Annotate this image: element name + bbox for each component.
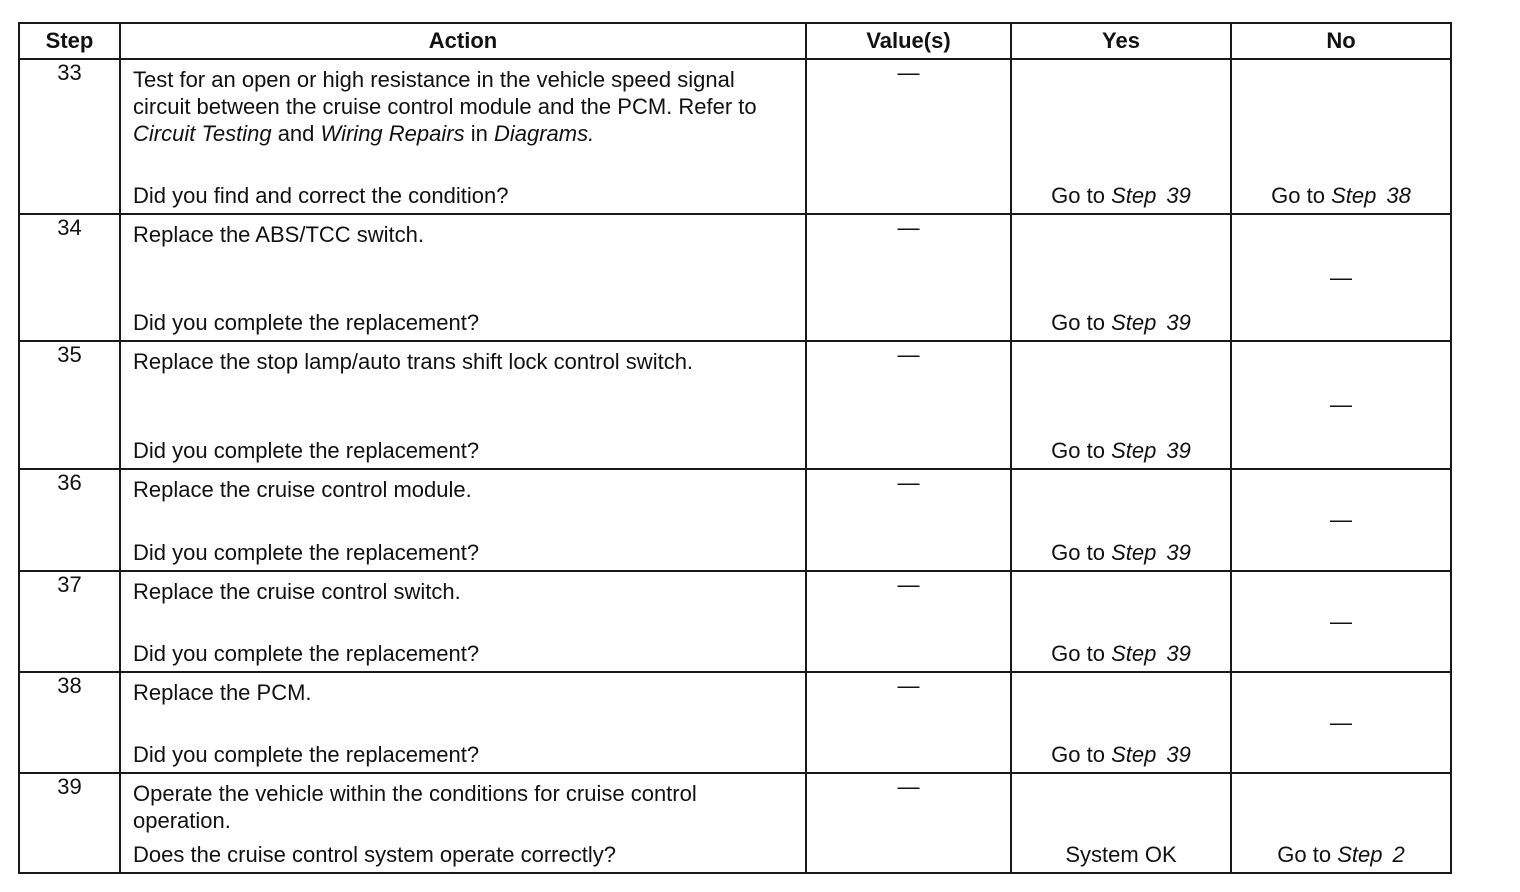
- table-row: [19, 672, 1451, 773]
- yes-step-word: Step: [1111, 183, 1157, 208]
- yes-cell: [1011, 672, 1231, 773]
- yes-goto: [1012, 641, 1230, 667]
- action-cell: [120, 672, 806, 773]
- value-cell: —: [806, 773, 1011, 873]
- step-number: 34: [19, 214, 120, 341]
- value-cell: —: [806, 341, 1011, 469]
- action-cell: [120, 214, 806, 341]
- no-dash: —: [1330, 608, 1352, 634]
- instruction-text: Replace the cruise control module.: [133, 477, 472, 502]
- header-values: Value(s): [806, 23, 1011, 59]
- header-no: No: [1231, 23, 1451, 59]
- yes-step-num: 39: [1166, 742, 1191, 767]
- yes-cell: [1011, 469, 1231, 571]
- action-question: Did you complete the replacement?: [133, 310, 480, 335]
- action-question: Does the cruise control system operate correctly?: [133, 842, 616, 867]
- yes-goto: [1012, 438, 1230, 464]
- yes-step-word: Step: [1111, 310, 1157, 335]
- instruction-text: Replace the stop lamp/auto trans shift lock control switch.: [133, 349, 694, 374]
- yes-prefix: Go to: [1051, 438, 1105, 463]
- action-instruction: [121, 572, 805, 605]
- instruction-text: Test for an open or high resistance in the vehicle speed signal circuit between the cruise control module and the PCM. Refer to: [133, 67, 757, 119]
- action-question: Did you find and correct the condition?: [133, 183, 509, 208]
- action-instruction: [121, 60, 805, 147]
- yes-cell: [1011, 214, 1231, 341]
- no-goto: [1232, 842, 1450, 868]
- yes-prefix: Go to: [1051, 742, 1105, 767]
- value-cell: —: [806, 571, 1011, 672]
- instruction-text: Replace the cruise control switch.: [133, 579, 461, 604]
- yes-step-num: 39: [1166, 310, 1191, 335]
- reference-text: Circuit Testing: [133, 121, 272, 146]
- action-instruction: [121, 673, 805, 706]
- no-step-num: 2: [1392, 842, 1405, 867]
- instruction-text: Replace the PCM.: [133, 680, 312, 705]
- no-step-num: 38: [1386, 183, 1411, 208]
- value-cell: —: [806, 214, 1011, 341]
- table-row: [19, 341, 1451, 469]
- table-row: [19, 571, 1451, 672]
- no-cell: [1231, 571, 1451, 672]
- table-row: [19, 469, 1451, 571]
- yes-cell: [1011, 773, 1231, 873]
- no-step-word: Step: [1337, 842, 1383, 867]
- table-row: [19, 773, 1451, 873]
- no-cell: [1231, 59, 1451, 214]
- no-cell: [1231, 214, 1451, 341]
- value-cell: —: [806, 672, 1011, 773]
- no-dash: —: [1330, 392, 1352, 417]
- action-instruction: [121, 470, 805, 503]
- step-number: 39: [19, 773, 120, 873]
- step-number: 38: [19, 672, 120, 773]
- yes-goto: [1012, 540, 1230, 566]
- table-body: [19, 59, 1451, 873]
- action-cell: [120, 469, 806, 571]
- yes-step-num: 39: [1166, 438, 1191, 463]
- yes-step-num: 39: [1166, 641, 1191, 666]
- yes-prefix: Go to: [1051, 641, 1105, 666]
- header-row: [19, 23, 1451, 59]
- header-action: Action: [120, 23, 806, 59]
- table-row: [19, 214, 1451, 341]
- yes-step-word: Step: [1111, 438, 1157, 463]
- no-step-word: Step: [1331, 183, 1377, 208]
- action-cell: [120, 571, 806, 672]
- action-cell: [120, 59, 806, 214]
- no-goto: [1232, 183, 1450, 209]
- instruction-text: and: [271, 121, 321, 146]
- yes-step-num: 39: [1166, 540, 1191, 565]
- action-question: Did you complete the replacement?: [133, 540, 480, 565]
- action-question: Did you complete the replacement?: [133, 641, 480, 666]
- no-prefix: Go to: [1277, 842, 1332, 867]
- yes-prefix: Go to: [1051, 310, 1105, 335]
- yes-goto: [1012, 310, 1230, 336]
- header-step: Step: [19, 23, 120, 59]
- no-cell: [1231, 773, 1451, 873]
- action-cell: [120, 341, 806, 469]
- yes-cell: [1011, 59, 1231, 214]
- instruction-text: Operate the vehicle within the conditions for cruise control operation.: [133, 781, 697, 833]
- no-cell: [1231, 341, 1451, 469]
- instruction-text: Replace the ABS/TCC switch.: [133, 222, 425, 247]
- no-prefix: Go to: [1271, 183, 1325, 208]
- header-yes: Yes: [1011, 23, 1231, 59]
- instruction-text: in: [464, 121, 494, 146]
- reference-text: Wiring Repairs: [320, 121, 465, 146]
- action-instruction: [121, 774, 805, 834]
- diagnostic-table: [18, 22, 1452, 874]
- step-number: 35: [19, 341, 120, 469]
- yes-prefix: Go to: [1051, 183, 1105, 208]
- yes-step-word: Step: [1111, 641, 1157, 666]
- action-instruction: [121, 342, 805, 375]
- no-cell: [1231, 469, 1451, 571]
- yes-cell: [1011, 341, 1231, 469]
- yes-goto: [1012, 742, 1230, 768]
- yes-goto: [1012, 183, 1230, 209]
- value-cell: —: [806, 59, 1011, 214]
- no-cell: [1231, 672, 1451, 773]
- value-cell: —: [806, 469, 1011, 571]
- yes-cell: [1011, 571, 1231, 672]
- action-question: Did you complete the replacement?: [133, 742, 480, 767]
- yes-result: System OK: [1065, 842, 1177, 867]
- yes-step-word: Step: [1111, 540, 1157, 565]
- action-cell: [120, 773, 806, 873]
- yes-step-num: 39: [1166, 183, 1191, 208]
- no-dash: —: [1330, 264, 1352, 290]
- no-dash: —: [1330, 507, 1352, 532]
- no-dash: —: [1330, 709, 1352, 735]
- step-number: 36: [19, 469, 120, 571]
- step-number: 37: [19, 571, 120, 672]
- action-instruction: [121, 215, 805, 248]
- reference-text: Diagrams.: [493, 121, 595, 146]
- step-number: 33: [19, 59, 120, 214]
- yes-prefix: Go to: [1051, 540, 1105, 565]
- action-question: Did you complete the replacement?: [133, 438, 480, 463]
- table-row: [19, 59, 1451, 214]
- yes-step-word: Step: [1111, 742, 1157, 767]
